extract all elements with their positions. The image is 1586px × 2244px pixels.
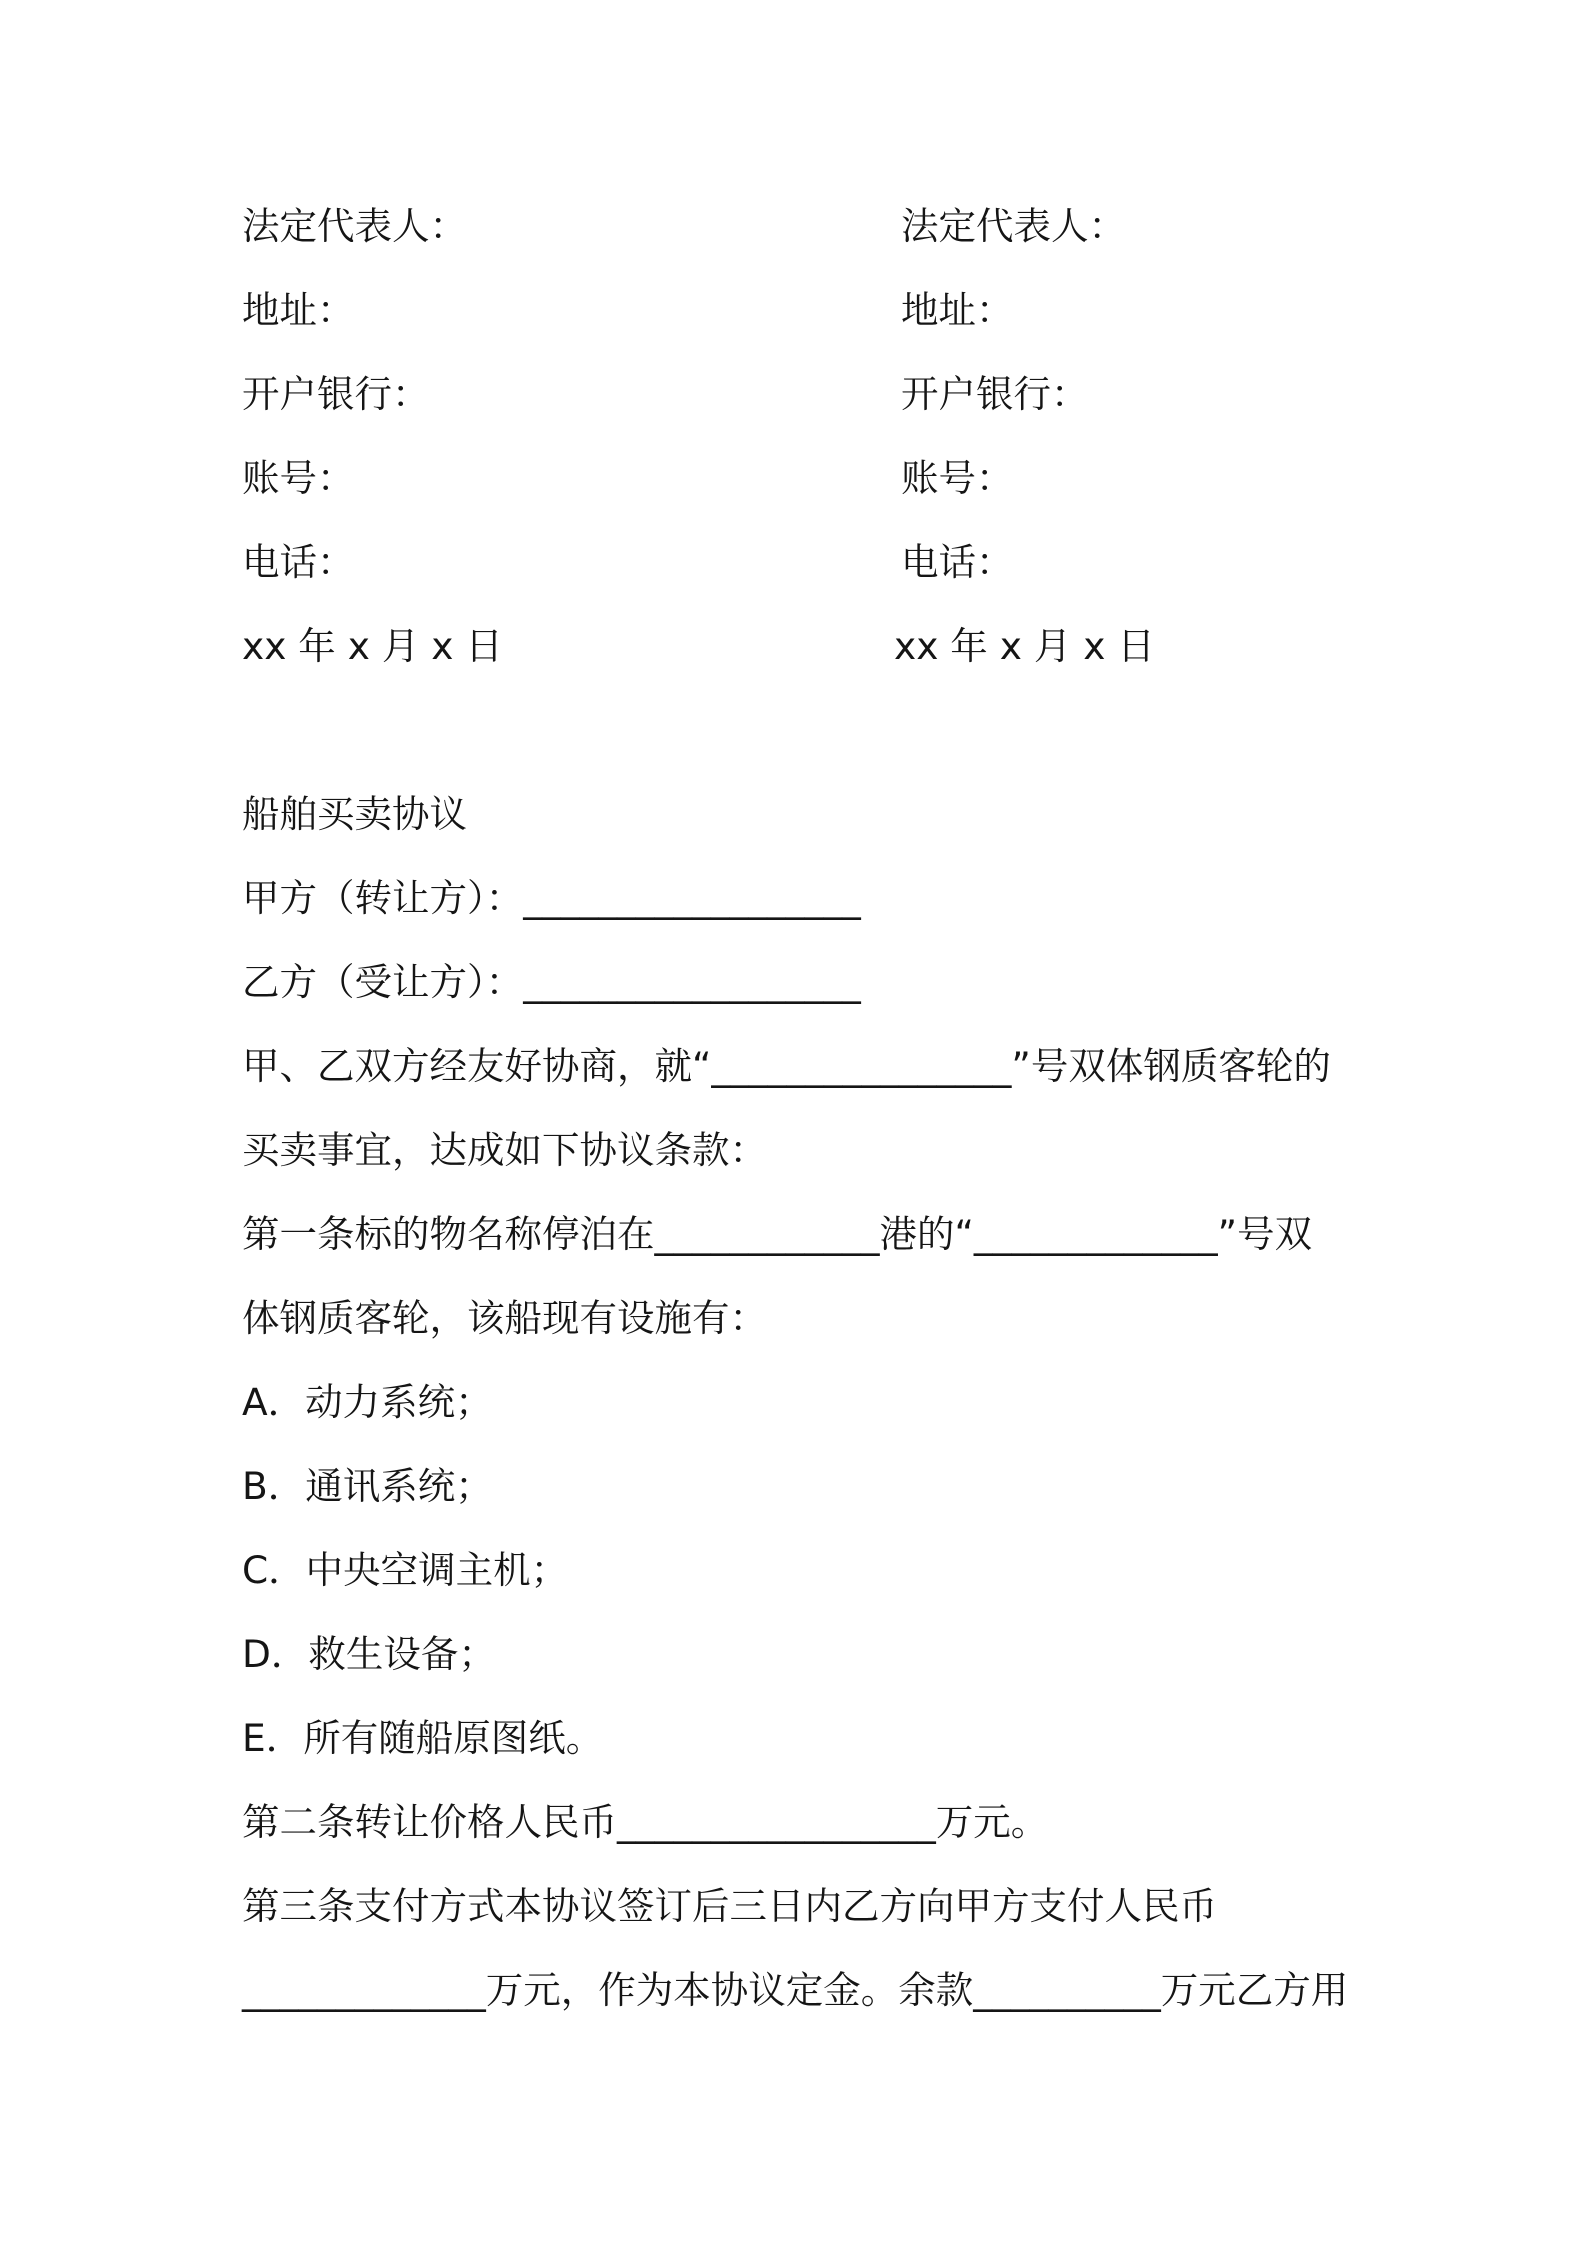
- article-2-line: 第二条转让价格人民币_________________万元。: [242, 1800, 1049, 1844]
- facility-item: E．所有随船原图纸。: [242, 1716, 604, 1760]
- legal-representative-label: 法定代表人：: [901, 204, 1126, 248]
- bank-label: 开户银行：: [901, 372, 1089, 416]
- account-label: 账号：: [901, 456, 1014, 500]
- signing-date: xx 年 x 月 x 日: [242, 624, 503, 668]
- article-3-line: _____________万元，作为本协议定金。余款__________万元乙方用: [242, 1968, 1349, 2012]
- address-label: 地址：: [901, 288, 1014, 332]
- article-1-line: 体钢质客轮，该船现有设施有：: [242, 1296, 767, 1340]
- party-a-line: 甲方（转让方）：__________________: [242, 876, 861, 920]
- phone-label: 电话：: [242, 540, 355, 584]
- account-label: 账号：: [242, 456, 355, 500]
- facility-item: A．动力系统；: [242, 1380, 493, 1424]
- facility-item: C．中央空调主机；: [242, 1548, 569, 1592]
- party-b-line: 乙方（受让方）：__________________: [242, 960, 861, 1004]
- party-a-signature-column: [242, 184, 802, 688]
- bank-label: 开户银行：: [242, 372, 430, 416]
- address-label: 地址：: [242, 288, 355, 332]
- party-b-signature-column: [894, 184, 1461, 688]
- signature-block: [242, 184, 1442, 688]
- legal-representative-label: 法定代表人：: [242, 204, 467, 248]
- article-3-line: 第三条支付方式本协议签订后三日内乙方向甲方支付人民币: [242, 1884, 1217, 1928]
- article-1-line: 第一条标的物名称停泊在____________港的“_____________”号双: [242, 1212, 1313, 1256]
- preamble-line: 买卖事宜，达成如下协议条款：: [242, 1128, 767, 1172]
- facility-item: B．通讯系统；: [242, 1464, 493, 1508]
- ship-sale-agreement: [242, 772, 1442, 2032]
- agreement-title: 船舶买卖协议: [242, 792, 467, 836]
- preamble-line: 甲、乙双方经友好协商，就“________________”号双体钢质客轮的: [242, 1044, 1331, 1088]
- phone-label: 电话：: [901, 540, 1014, 584]
- signing-date: xx 年 x 月 x 日: [894, 624, 1155, 668]
- facility-item: D．救生设备；: [242, 1632, 496, 1676]
